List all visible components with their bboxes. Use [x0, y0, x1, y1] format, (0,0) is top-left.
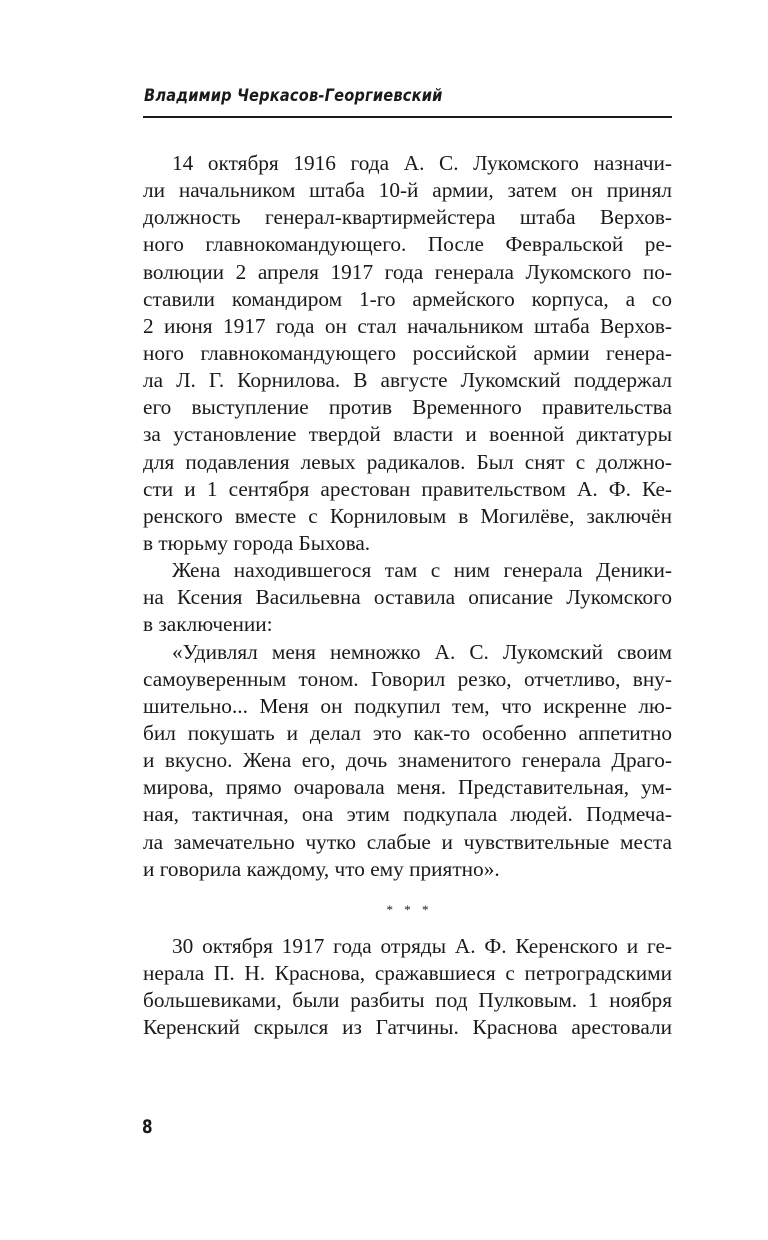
text-line: самоуверенным тоном. Говорил резко, отчетливо, вну-: [143, 666, 672, 691]
text-line: ная, тактичная, она этим подкупала людей. Подмеча-: [143, 802, 672, 827]
text-line: на Ксения Васильевна оставила описание Лукомского: [143, 585, 672, 610]
text-line: его выступление против Временного правительства: [143, 395, 672, 420]
text-line: бил покушать и делал это как-то особенно аппетитно: [143, 720, 672, 745]
text-line: ного главнокомандующего российской армии генера-: [143, 340, 672, 365]
text-line: волюции 2 апреля 1917 года генерала Лукомского по-: [143, 259, 672, 284]
page-number: 8: [142, 1116, 153, 1138]
text-line: «Удивлял меня немножко А. С. Лукомский своим: [172, 639, 672, 664]
text-line: 2 июня 1917 года он стал начальником штаба Верхов-: [143, 313, 672, 338]
header-rule: [143, 116, 672, 118]
text-line: за установление твердой власти и военной диктатуры: [143, 422, 672, 447]
running-head-title: Владимир Черкасов-Георгиевский: [144, 86, 443, 106]
text-line: и вкусно. Жена его, дочь знаменитого генерала Драго-: [143, 748, 672, 773]
text-line: мирова, прямо очаровала меня. Представительная, ум-: [143, 775, 672, 800]
paragraph-1: [143, 150, 672, 557]
text-line: в тюрьму города Быхова.: [143, 530, 371, 555]
text-line: должность генерал-квартирмейстера штаба Верхов-: [143, 205, 672, 230]
paragraph-2: [143, 557, 672, 638]
text-line: сти и 1 сентября арестован правительством А. Ф. Ке-: [143, 476, 672, 501]
text-line: в заключении:: [143, 612, 273, 637]
page-body: [143, 150, 672, 1042]
text-line: Жена находившегося там с ним генерала Деники-: [172, 558, 672, 583]
paragraph-3-quote: [143, 639, 672, 883]
text-line: 30 октября 1917 года отряды А. Ф. Керенского и ге-: [172, 933, 672, 958]
text-line: для подавления левых радикалов. Был снят с должно-: [143, 449, 672, 474]
section-separator: * * *: [386, 901, 433, 917]
text-line: большевиками, были разбиты под Пулковым. 1 ноября: [143, 988, 672, 1013]
text-line: 14 октября 1916 года А. С. Лукомского назначи-: [172, 151, 672, 175]
text-line: ренского вместе с Корниловым в Могилёве, заключён: [143, 503, 672, 528]
text-line: ного главнокомандующего. После Февральской ре-: [143, 232, 672, 257]
text-line: ла замечательно чутко слабые и чувствительные места: [143, 829, 672, 854]
text-line: шительно... Меня он подкупил тем, что искренне лю-: [143, 693, 672, 718]
text-line: ставили командиром 1-го армейского корпуса, а со: [143, 286, 672, 311]
text-line: и говорила каждому, что ему приятно».: [143, 856, 500, 881]
text-line: нерала П. Н. Краснова, сражавшиеся с петроградскими: [143, 961, 672, 986]
text-line: ли начальником штаба 10-й армии, затем он принял: [143, 178, 672, 203]
text-line: ла Л. Г. Корнилова. В августе Лукомский поддержал: [143, 368, 672, 393]
paragraph-4: [143, 933, 672, 1042]
text-line: Керенский скрылся из Гатчины. Краснова арестовали: [143, 1015, 672, 1040]
